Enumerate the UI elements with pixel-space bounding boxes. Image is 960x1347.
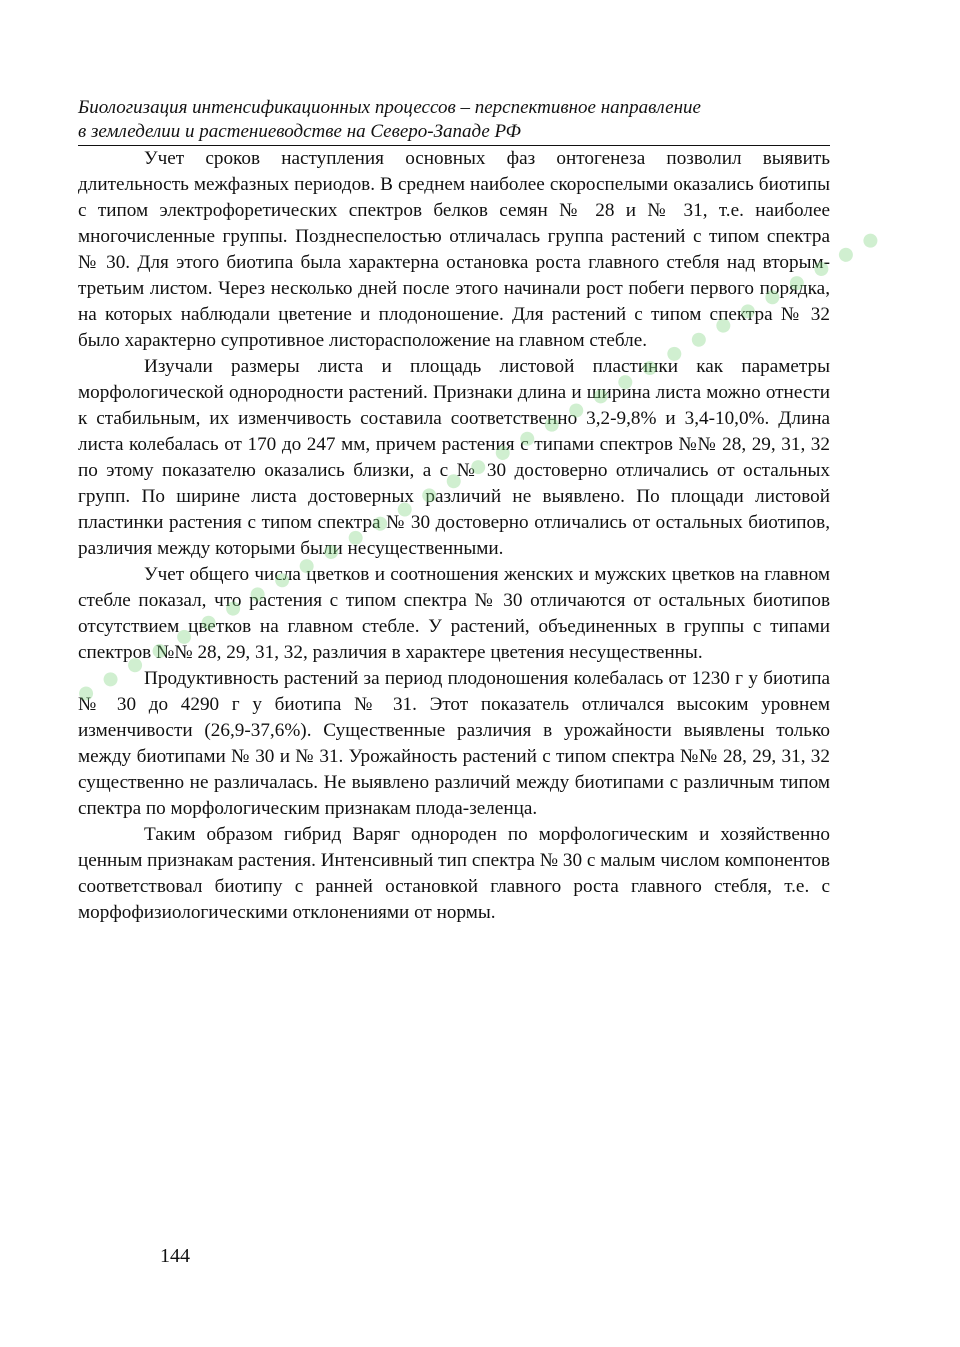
body-text <box>78 146 830 926</box>
paragraph-3: Учет общего числа цветков и соотношения женских и мужских цветков на главном стебле показал, что растения с типом спектра № 30 отличаются от остальных биотипов отсутствием цветков на главном стебле. У растений, объединенных в группы с типами спектров №№ 28, 29, 31, 32, различия в характере цветения несущественны. <box>78 564 830 663</box>
paragraph-4: Продуктивность растений за период плодоношения колебалась от 1230 г у биотипа № 30 до 4290 г у биотипа № 31. Этот показатель отличался высоким уровнем изменчивости (26,9-37,6%). Существенные различия в урожайности выявлены только между биотипами № 30 и № 31. Урожайность растений с типом спектра №№ 28, 29, 31, 32 существенно не различалась. Не выявлено различий между биотипами с различным типом спектра по морфологическим признакам плода-зеленца. <box>78 668 830 819</box>
paragraph-5: Таким образом гибрид Варяг однороден по морфологическим и хозяйственно ценным признакам растения. Интенсивный тип спектра № 30 с малым числом компонентов соответствовал биотипу с ранней остановкой главного роста главного стебля, т.е. с морфофизиологическими отклонениями от нормы. <box>78 824 830 923</box>
running-header <box>78 96 830 146</box>
page-number: 144 <box>160 1245 190 1267</box>
paragraph-2: Изучали размеры листа и площадь листовой пластинки как параметры морфологической однородности растений. Признаки длина и ширина листа можно отнести к стабильным, их изменчивость составила соответственно 3,2-9,8% и 3,4-10,0%. Длина листа колебалась от 170 до 247 мм, причем растения с типами спектров №№ 28, 29, 31, 32 по этому показателю оказались близки, а с № 30 достоверно отличались от остальных групп. По ширине листа достоверных различий не выявлено. По площади листовой пластинки растения с типом спектра № 30 достоверно отличались от остальных биотипов, различия между которыми были несущественными. <box>78 356 830 559</box>
running-header-line-2: в земледелии и растениеводстве на Северо-Западе РФ <box>78 121 521 142</box>
running-header-line-1: Биологизация интенсификационных процессов – перспективное направление <box>78 97 701 118</box>
paragraph-1: Учет сроков наступления основных фаз онтогенеза позволил выявить длительность межфазных периодов. В среднем наиболее скороспелыми оказались биотипы с типом электрофоретических спектров белков семян № 28 и № 31, т.е. наиболее многочисленные группы. Позднеспелостью отличалась группа растений с типом спектра № 30. Для этого биотипа была характерна остановка роста главного стебля над вторым-третьим листом. Через несколько дней после этого начинали рост побеги первого порядка, на которых наблюдали цветение и плодоношение. Для растений с типом спектра № 32 было характерно супротивное листорасположение на главном стебле. <box>78 148 830 351</box>
